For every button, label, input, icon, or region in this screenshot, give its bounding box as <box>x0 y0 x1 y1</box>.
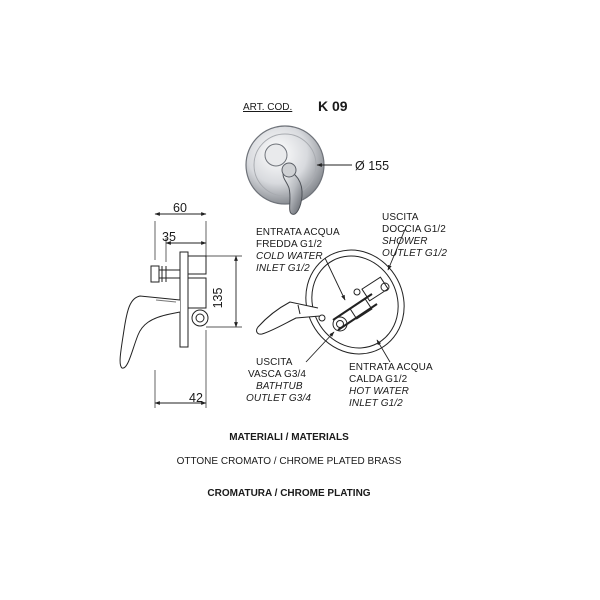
bathtub-outlet-label-it-2: VASCA G3/4 <box>248 369 307 380</box>
bathtub-outlet-label-en-1: BATHTUB <box>256 381 303 392</box>
chrome-plating-heading: CROMATURA / CHROME PLATING <box>207 488 371 499</box>
bathtub-outlet-leader <box>306 332 334 362</box>
dimension-35: 35 <box>162 230 176 244</box>
materials-text: OTTONE CROMATO / CHROME PLATED BRASS <box>176 456 402 467</box>
faceplate-diameter-label: Ø 155 <box>355 159 390 173</box>
cold-inlet-label-en-2: INLET G1/2 <box>256 263 310 274</box>
hot-inlet-label-it-2: CALDA G1/2 <box>349 374 408 385</box>
side-view-drawing <box>120 221 242 408</box>
cold-inlet-label-en-1: COLD WATER <box>256 251 323 262</box>
faceplate-image <box>246 126 324 214</box>
dimension-60: 60 <box>173 201 187 215</box>
hot-inlet-label-en-2: INLET G1/2 <box>349 398 403 409</box>
hot-inlet-label-it-1: ENTRATA ACQUA <box>349 362 433 373</box>
article-code-label: ART. COD. <box>243 102 293 113</box>
hot-inlet-label-en-1: HOT WATER <box>349 386 409 397</box>
dimension-42: 42 <box>189 391 203 405</box>
cold-inlet-leader <box>325 258 345 300</box>
shower-outlet-label-it-1: USCITA <box>382 212 419 223</box>
bathtub-outlet-label-en-2: OUTLET G3/4 <box>246 393 312 404</box>
shower-outlet-label-it-2: DOCCIA G1/2 <box>382 224 446 235</box>
dimension-135: 135 <box>210 287 225 309</box>
cold-inlet-label-it-1: ENTRATA ACQUA <box>256 227 340 238</box>
bathtub-outlet-label-it-1: USCITA <box>256 357 293 368</box>
shower-outlet-label-en-1: SHOWER <box>382 236 428 247</box>
materials-heading: MATERIALI / MATERIALS <box>229 432 349 443</box>
article-code-value: K 09 <box>318 98 348 114</box>
cold-inlet-label-it-2: FREDDA G1/2 <box>256 239 323 250</box>
shower-outlet-label-en-2: OUTLET G1/2 <box>382 248 448 259</box>
